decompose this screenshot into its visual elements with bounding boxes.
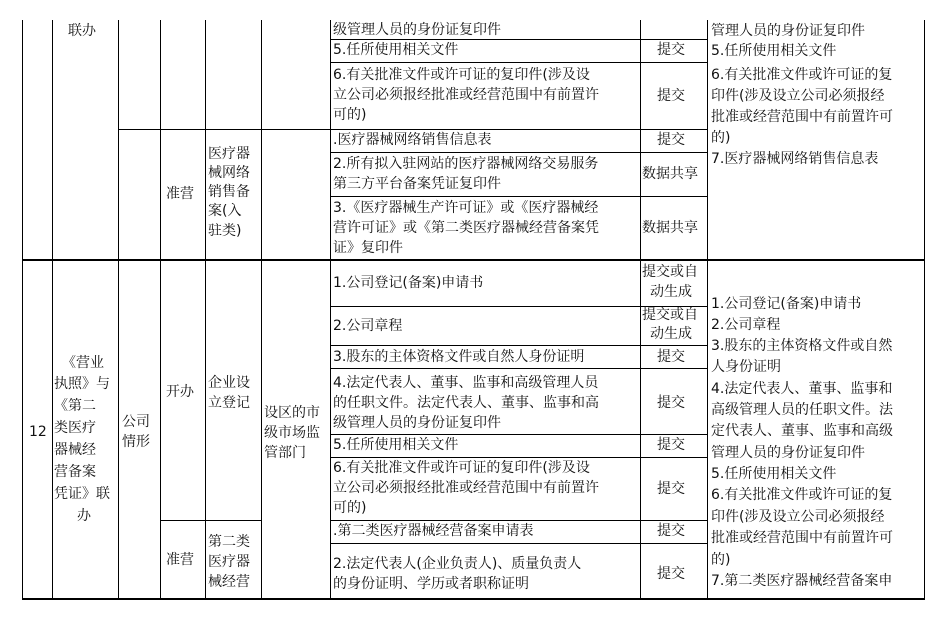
dept-line: 设区的市	[264, 405, 320, 421]
dept-line: 级市场监	[264, 425, 320, 441]
materials-text: 的)	[711, 130, 731, 146]
matter-text: 5.任所使用相关文件	[333, 42, 459, 58]
matter-text: 立公司必须报经批准或经营范围中有前置许	[333, 87, 599, 103]
table-vline	[118, 20, 119, 600]
matter-row-line	[330, 434, 707, 435]
materials-text: 7.第二类医疗器械经营备案申	[711, 573, 893, 589]
stage-cell: 准营	[166, 552, 194, 568]
matter-row-line	[330, 543, 707, 544]
matter-name-line: 《第二	[54, 398, 96, 414]
materials-text: 高级管理人员的任职文件。法	[711, 402, 893, 418]
matter-text: 立公司必须报经批准或经营范围中有前置许	[333, 480, 599, 496]
matter-text: 6.有关批准文件或许可证的复印件(涉及设	[333, 67, 590, 83]
table-vline	[160, 20, 161, 600]
materials-text: 2.公司章程	[711, 317, 781, 333]
table-vline	[205, 20, 206, 600]
item-name-line: 企业设	[208, 375, 250, 391]
dept-line: 管部门	[264, 445, 306, 461]
way-cell: 动生成	[650, 326, 692, 342]
materials-text: 管理人员的身份证复印件	[711, 23, 865, 39]
materials-text: 3.股东的主体资格文件或自然	[711, 338, 893, 354]
materials-text: 的)	[711, 552, 731, 568]
matter-row-line	[330, 39, 707, 40]
matter-name-line: 类医疗	[54, 420, 96, 436]
way-cell: 提交	[657, 349, 685, 365]
section-separator	[118, 129, 330, 130]
matter-text: .第二类医疗器械经营备案申请表	[333, 523, 534, 539]
table-vline	[52, 20, 53, 600]
stage-cell: 开办	[166, 384, 194, 400]
matter-text: 级管理人员的身份证复印件	[333, 22, 501, 38]
item-name-line: 第二类	[208, 534, 250, 550]
way-cell: 提交或自	[642, 264, 698, 280]
item-name-line: 械网络	[208, 165, 250, 181]
matter-name-line: 办	[77, 508, 91, 524]
table-bottom-border	[22, 598, 925, 600]
way-cell: 提交	[657, 523, 685, 539]
matter-row-line	[330, 457, 707, 458]
materials-text: 6.有关批准文件或许可证的复	[711, 67, 893, 83]
table-vline	[924, 20, 925, 600]
matter-row-line	[330, 345, 707, 346]
matter-name-line: 《营业	[62, 355, 104, 371]
item-name-line: 驻类)	[208, 223, 242, 239]
matter-text: 3.股东的主体资格文件或自然人身份证明	[333, 349, 585, 365]
stage-cell: 准营	[166, 186, 194, 202]
materials-text: 印件(涉及设立公司必须报经	[711, 88, 885, 104]
materials-text: 1.公司登记(备案)申请书	[711, 296, 862, 312]
item-name-line: 案(入	[208, 203, 242, 219]
way-cell: 提交	[657, 566, 685, 582]
matter-text: 证》复印件	[333, 240, 403, 256]
matter-text: 2.法定代表人(企业负责人)、质量负责人	[333, 556, 582, 572]
matter-text: 6.有关批准文件或许可证的复印件(涉及设	[333, 460, 590, 476]
row-number: 12	[29, 424, 47, 440]
handling-type-cell: 联办	[68, 23, 96, 39]
materials-text: 印件(涉及设立公司必须报经	[711, 509, 885, 525]
table-vline	[261, 20, 262, 600]
materials-text: 人身份证明	[711, 359, 781, 375]
table-vline	[22, 20, 23, 600]
way-cell: 数据共享	[642, 166, 698, 182]
way-cell: 提交	[657, 42, 685, 58]
materials-text: 7.医疗器械网络销售信息表	[711, 151, 879, 167]
materials-text: 5.任所使用相关文件	[711, 466, 837, 482]
matter-text: .医疗器械网络销售信息表	[333, 132, 492, 148]
materials-text: 批准或经营范围中有前置许可	[711, 530, 893, 546]
matter-text: 1.公司登记(备案)申请书	[333, 275, 484, 291]
materials-text: 定代表人、董事、监事和高级	[711, 423, 893, 439]
item-name-line: 械经营	[208, 574, 250, 590]
matter-text: 可的)	[333, 500, 367, 516]
matter-row-line	[330, 62, 707, 63]
matter-text: 2.公司章程	[333, 318, 403, 334]
materials-text: 管理人员的身份证复印件	[711, 445, 865, 461]
way-cell: 提交	[657, 395, 685, 411]
item-name-line: 立登记	[208, 395, 250, 411]
table-vline	[640, 20, 641, 600]
matter-name-line: 营备案	[54, 464, 96, 480]
table-vline	[330, 20, 331, 600]
materials-text: 批准或经营范围中有前置许可	[711, 109, 893, 125]
item-name-line: 医疗器	[208, 554, 250, 570]
matter-text: 营许可证》或《第二类医疗器械经营备案凭	[333, 220, 599, 236]
matter-row-line	[330, 196, 707, 197]
matter-text: 5.任所使用相关文件	[333, 437, 459, 453]
matter-name-line: 凭证》联	[54, 486, 110, 502]
matter-text: 第三方平台备案凭证复印件	[333, 176, 501, 192]
matter-row-line	[330, 520, 707, 521]
matter-name-line: 器械经	[54, 442, 96, 458]
matter-text: 的任职文件。法定代表人、董事、监事和高	[333, 395, 599, 411]
matter-text: 4.法定代表人、董事、监事和高级管理人员	[333, 375, 599, 391]
matter-name-line: 执照》与	[54, 376, 110, 392]
matter-text: 可的)	[333, 107, 367, 123]
matter-text: 3.《医疗器械生产许可证》或《医疗器械经	[333, 200, 599, 216]
matter-row-line	[330, 368, 707, 369]
materials-text: 5.任所使用相关文件	[711, 43, 837, 59]
item-name-line: 医疗器	[208, 146, 250, 162]
materials-text: 6.有关批准文件或许可证的复	[711, 487, 893, 503]
matter-row-line	[330, 129, 707, 130]
matter-text: 2.所有拟入驻网站的医疗器械网络交易服务	[333, 156, 599, 172]
way-cell: 提交或自	[642, 307, 698, 323]
matter-text: 级管理人员的身份证复印件	[333, 415, 501, 431]
matter-row-line	[330, 152, 707, 153]
row-separator	[22, 259, 925, 261]
type-line: 情形	[122, 434, 150, 450]
type-line: 公司	[122, 414, 150, 430]
materials-text: 4.法定代表人、董事、监事和	[711, 381, 893, 397]
table-vline	[707, 20, 708, 600]
way-cell: 提交	[657, 132, 685, 148]
way-cell: 数据共享	[642, 220, 698, 236]
matter-text: 的身份证明、学历或者职称证明	[333, 576, 529, 592]
section-separator	[160, 520, 261, 521]
way-cell: 动生成	[650, 284, 692, 300]
way-cell: 提交	[657, 481, 685, 497]
way-cell: 提交	[657, 88, 685, 104]
item-name-line: 销售备	[208, 184, 250, 200]
way-cell: 提交	[657, 437, 685, 453]
